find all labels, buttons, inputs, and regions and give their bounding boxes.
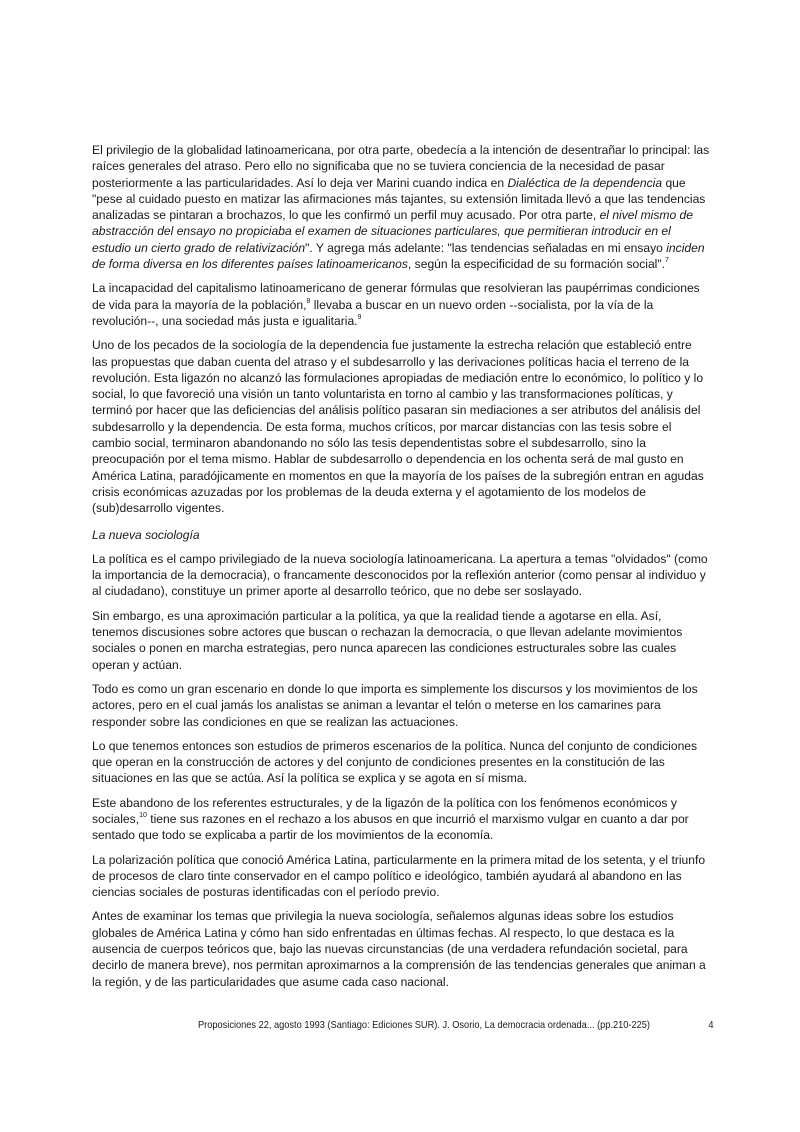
- text-run: Sin embargo, es una aproximación particular a la política, ya que la realidad tiende a agotarse en ella. Así, tenemos discusiones sobre actores que buscan o rechazan la democracia, o que llevan adelante movimientos sociales o ponen en marcha estrategias, pero nunca aparecen las condiciones estructurales sobre las cuales operan y actúan.: [92, 608, 683, 672]
- text-run: El privilegio de la globalidad latinoamericana, por otra parte, obedecía a la intención de desentrañar lo principal: las raíces generales del atraso. Pero ello no significaba que no se tuviera conciencia de la necesidad de pasar posteriormente a las particularidades. Así lo deja ver Marini cuando indica en: [92, 143, 710, 190]
- paragraph: [92, 852, 710, 901]
- paragraph: [92, 795, 710, 844]
- text-run: que "pese al cuidado puesto en matizar las afirmaciones más tajantes, su extensión limitada llevó a que las tendencias analizadas se pintaran a brochazos, lo que les confirmó un perfil muy acusado. Por otra parte,: [92, 175, 706, 223]
- paragraph: [92, 608, 710, 673]
- italic-text: el nivel mismo de abstracción del ensayo no propiciaba el examen de situaciones particulares, que permitieran introducir en el estudio un cierto grado de relativización: [92, 208, 693, 255]
- paragraph-group-intro: [92, 142, 710, 517]
- footnote-ref: 10: [139, 811, 147, 819]
- paragraph: [92, 681, 710, 730]
- text-run: La política es el campo privilegiado de la nueva sociología latinoamericana. La apertura a temas "olvidados" (como la importancia de la democracia), o francamente desconocidos por la reflexión anterior (como pensar al individuo y al ciudadano), constituye un primer aporte al desarrollo teórico, que no debe ser soslayado.: [92, 551, 708, 599]
- text-run: Uno de los pecados de la sociología de la dependencia fue justamente la estrecha relación que estableció entre las propuestas que daban cuenta del atraso y el subdesarrollo y las derivaciones políticas hacia el terreno de la revolución. Esta ligazón no alcanzó las formulaciones apropiadas de mediación entre lo económico, lo político y lo social, lo que favoreció una visión un tanto voluntarista en torno al cambio y las transformaciones políticas, y terminó por hacer que las deficiencias del análisis político pasaran sin mediaciones a ser atributos del análisis del subdesarrollo y la dependencia. De esta forma, muchos críticos, por marcar distancias con las tesis sobre el cambio social, terminaron abandonando no sólo las tesis dependentistas sobre el subdesarrollo, sino la preocupación por el tema mismo. Hablar de subdesarrollo o dependencia en los ochenta será de mal gusto en América Latina, paradójicamente en momentos en que la mayoría de los países de la subregión entran en agudas crisis económicas azuzadas por los problemas de la deuda externa y el agotamiento de los modelos de (sub)desarrollo vigentes.: [92, 338, 704, 516]
- paragraph: [92, 551, 710, 600]
- text-run: ". Y agrega más adelante: "las tendencias señaladas en mi ensayo: [305, 240, 667, 255]
- text-run: La incapacidad del capitalismo latinoamericano de generar fórmulas que resolvieran las paupérrimas condiciones de vida para la mayoría de la población,: [92, 281, 700, 312]
- paragraph: [92, 738, 710, 787]
- footnote-ref: 8: [306, 297, 311, 305]
- page-number: 4: [708, 1019, 714, 1031]
- text-run: Este abandono de los referentes estructurales, y de la ligazón de la política con los fenómenos económicos y sociales,: [92, 795, 677, 826]
- text-run: Antes de examinar los temas que privilegia la nueva sociología, señalemos algunas ideas sobre los estudios globales de América Latina y cómo han sido enfrentadas en últimas fechas. Al respecto, lo que destaca es la ausencia de cuerpos teóricos que, bajo las nuevas circunstancias (de una verdadera refundación societal, para decirlo de manera breve), nos permitan aproximarnos a la comprensión de las tendencias generales que animan a la región, y de las particularidades que asume cada caso nacional.: [92, 909, 706, 989]
- paragraph: [92, 908, 710, 989]
- text-run: llevaba a buscar en un nuevo orden --socialista, por la vía de la revolución--, una sociedad más justa e igualitaria.: [92, 297, 654, 328]
- paragraph: [92, 337, 710, 516]
- italic-text: inciden de forma diversa en los diferentes países latinoamericanos: [92, 240, 705, 272]
- text-run: Lo que tenemos entonces son estudios de primeros escenarios de la política. Nunca del conjunto de condiciones que operan en la construcción de actores y del conjunto de condiciones presentes en la constitución de las situaciones en las que se actúa. Así la política se explica y se agota en sí misma.: [92, 738, 698, 786]
- text-run: tiene sus razones en el rechazo a los abusos en que incurrió el marxismo vulgar en cuanto a dar por sentado que todo se explicaba a partir de los movimientos de la economía.: [92, 811, 689, 843]
- page-footer: [198, 1019, 714, 1031]
- section-heading: La nueva sociología: [92, 527, 200, 542]
- paragraph: [92, 280, 710, 329]
- paragraph-group-nueva-sociologia: [92, 551, 710, 990]
- text-run: , según la especificidad de su formación social".: [407, 257, 666, 272]
- footnote-ref: 9: [357, 313, 362, 321]
- footnote-ref: 7: [665, 257, 669, 265]
- text-run: La polarización política que conoció América Latina, particularmente en la primera mitad de los setenta, y el triunfo de procesos de claro tinte conservador en el campo político e ideológico, también ayudará al abandono en las ciencias sociales de posturas identificadas con el período previo.: [92, 852, 706, 900]
- document-body: [92, 142, 710, 998]
- footer-citation: Proposiciones 22, agosto 1993 (Santiago: Ediciones SUR). J. Osorio, La democracia ordenada... (pp.210-225): [198, 1019, 651, 1031]
- italic-text: Dialéctica de la dependencia: [507, 175, 663, 190]
- paragraph: [92, 142, 710, 272]
- text-run: Todo es como un gran escenario en donde lo que importa es simplemente los discursos y los movimientos de los actores, pero en el cual jamás los analistas se animan a levantar el telón o meterse en los camarines para responder sobre las condiciones en que se realizan las actuaciones.: [92, 681, 698, 729]
